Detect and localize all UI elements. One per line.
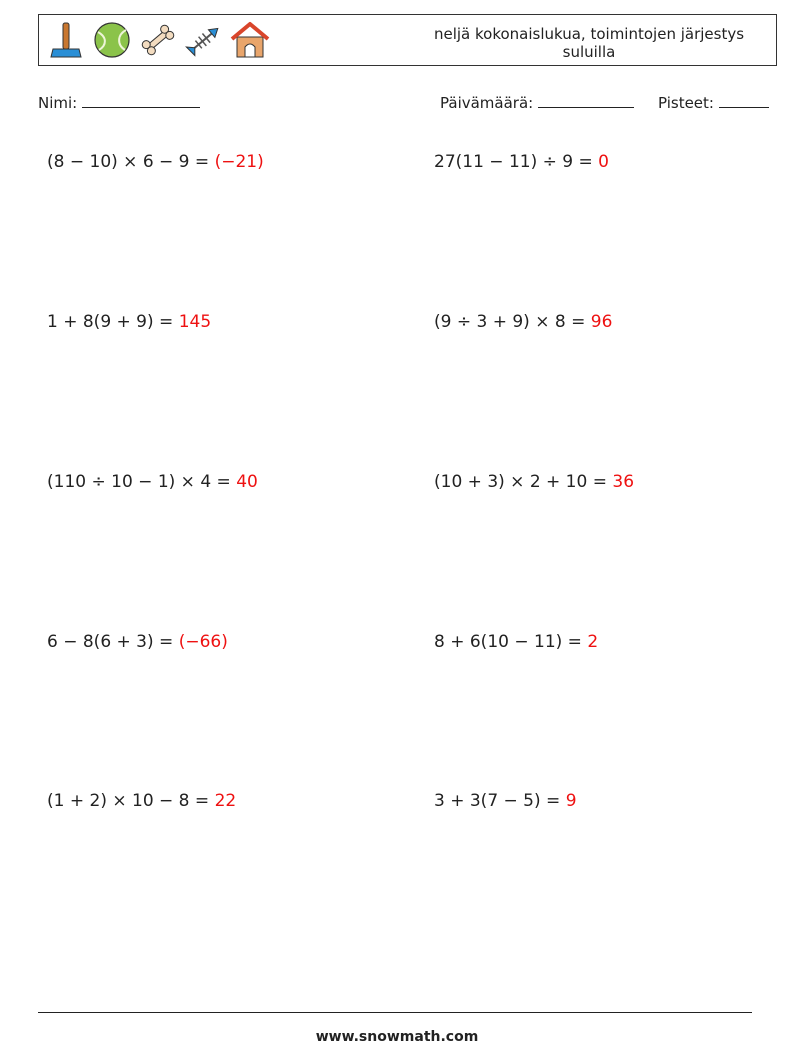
tennis-ball-icon	[91, 19, 133, 61]
problem-6	[434, 472, 634, 492]
footer-divider	[38, 1012, 752, 1013]
problem-9	[47, 791, 236, 811]
date-label: Päivämäärä:	[440, 94, 534, 112]
score-label: Pisteet:	[658, 94, 714, 112]
problem-7	[47, 632, 228, 652]
problem-answer: 96	[590, 312, 613, 332]
problem-expression: 1 + 8(9 + 9) =	[47, 312, 179, 332]
problem-answer: (−21)	[214, 152, 264, 172]
problem-expression: (9 ÷ 3 + 9) × 8 =	[434, 312, 591, 332]
problem-2	[434, 152, 609, 172]
date-blank[interactable]	[538, 93, 634, 108]
plunger-icon	[45, 19, 87, 61]
title-line-1: neljä kokonaislukua, toimintojen järjestys	[433, 25, 745, 43]
problem-answer: 9	[565, 791, 577, 811]
problem-expression: 6 − 8(6 + 3) =	[47, 632, 179, 652]
name-blank[interactable]	[82, 93, 200, 108]
header-icons	[45, 19, 271, 61]
problem-5	[47, 472, 258, 492]
problem-expression: (1 + 2) × 10 − 8 =	[47, 791, 215, 811]
problem-expression: (10 + 3) × 2 + 10 =	[434, 472, 613, 492]
problem-4	[434, 312, 612, 332]
name-label: Nimi:	[38, 94, 78, 112]
worksheet-title	[409, 25, 769, 61]
footer-url[interactable]: www.snowmath.com	[315, 1029, 479, 1045]
header-box	[38, 14, 777, 66]
problem-answer: 145	[178, 312, 212, 332]
problem-answer: 2	[587, 632, 599, 652]
problem-expression: (110 ÷ 10 − 1) × 4 =	[47, 472, 237, 492]
problem-expression: 3 + 3(7 − 5) =	[434, 791, 566, 811]
name-field[interactable]	[38, 93, 200, 112]
bone-icon	[137, 19, 179, 61]
date-field[interactable]	[440, 93, 634, 112]
problem-expression: (8 − 10) × 6 − 9 =	[47, 152, 215, 172]
problem-3	[47, 312, 211, 332]
problem-1	[47, 152, 264, 172]
problem-expression: 8 + 6(10 − 11) =	[434, 632, 588, 652]
score-field[interactable]	[658, 93, 769, 112]
problem-expression: 27(11 − 11) ÷ 9 =	[434, 152, 599, 172]
problem-answer: 40	[236, 472, 258, 492]
problem-8	[434, 632, 598, 652]
title-line-2: suluilla	[562, 43, 616, 61]
problem-10	[434, 791, 577, 811]
doghouse-icon	[229, 19, 271, 61]
problem-answer: 22	[214, 791, 237, 811]
problem-answer: 0	[598, 152, 609, 172]
problem-answer: 36	[612, 472, 635, 492]
problem-answer: (−66)	[178, 632, 228, 652]
score-blank[interactable]	[719, 93, 769, 108]
fish-skeleton-icon	[183, 19, 225, 61]
